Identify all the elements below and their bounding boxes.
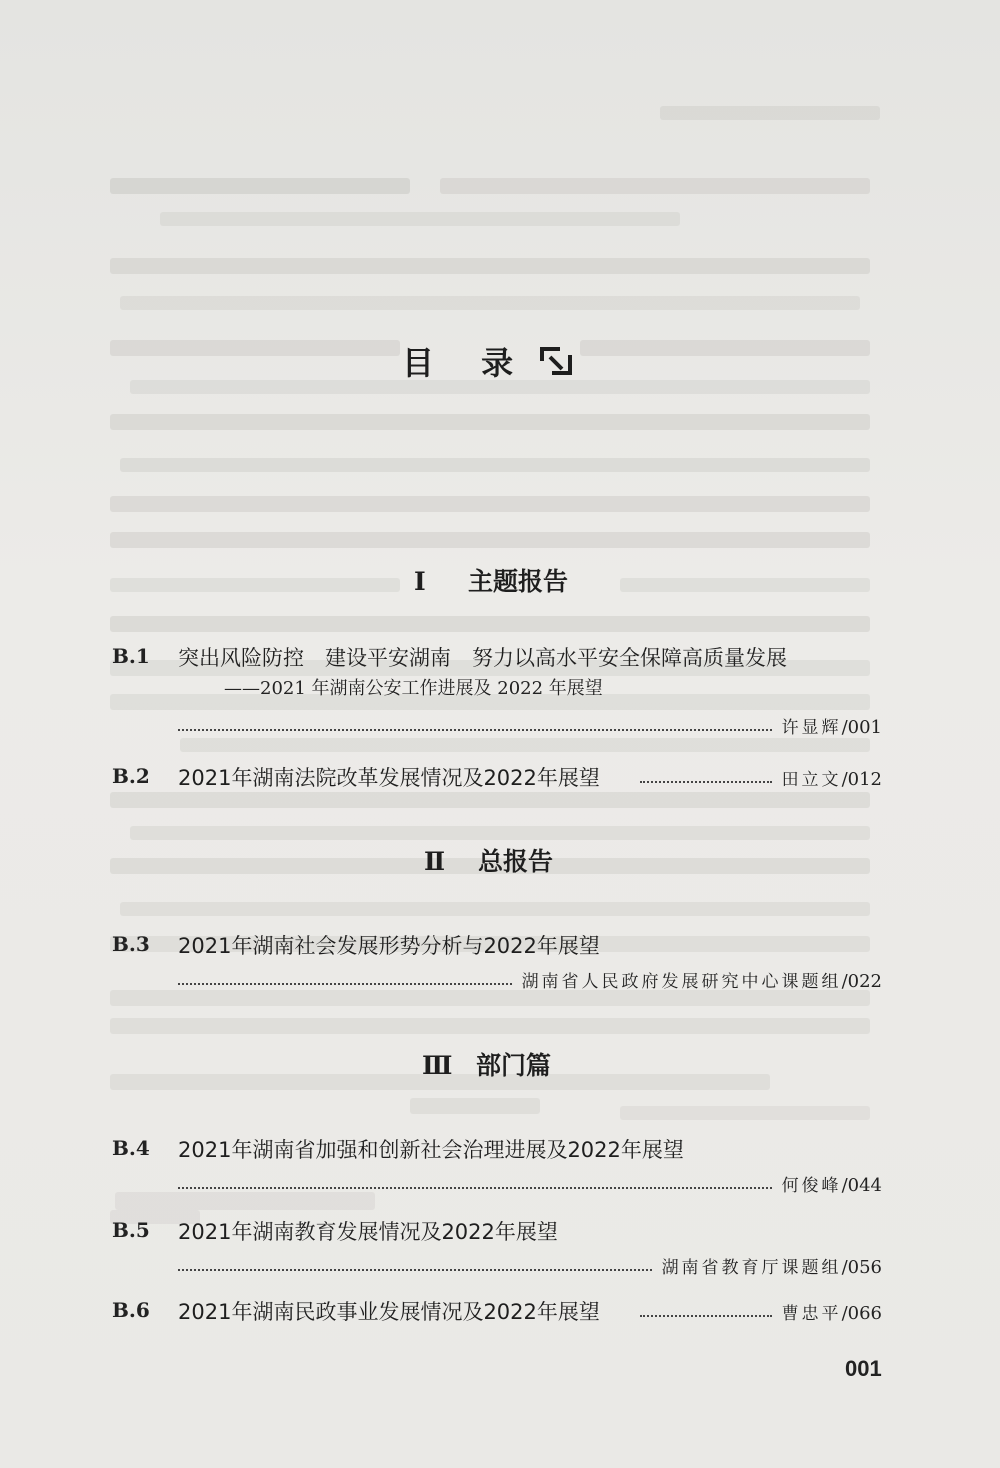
section-heading [414, 562, 568, 598]
section-heading [422, 1046, 551, 1082]
entry-author: 曹忠平 [781, 1304, 842, 1324]
page-number: 001 [845, 1356, 882, 1381]
entry-code: B.3 [112, 932, 150, 956]
section-number: Ⅰ [414, 567, 426, 596]
entry-author: 田立文 [781, 770, 842, 790]
entry-title[interactable]: 2021年湖南省加强和创新社会治理进展及2022年展望 [178, 1138, 684, 1162]
toc-entry[interactable] [112, 1214, 882, 1282]
entry-page: 044 [847, 1175, 882, 1196]
leader-line: 许显辉 / 001 [178, 712, 882, 738]
entry-author: 许显辉 [781, 718, 842, 738]
section-heading [424, 842, 553, 878]
entry-page: 001 [847, 717, 882, 738]
toc-entry[interactable] [112, 928, 882, 996]
entry-title[interactable]: 2021年湖南社会发展形势分析与2022年展望 [178, 934, 600, 958]
leader-line: 何俊峰 / 044 [178, 1170, 882, 1196]
entry-page: 056 [847, 1257, 882, 1278]
leader-dots [640, 781, 772, 783]
section-label: 总报告 [478, 847, 554, 876]
entry-title[interactable]: 2021年湖南民政事业发展情况及2022年展望 [178, 1300, 600, 1324]
leader-dots [640, 1315, 772, 1317]
entry-code: B.1 [112, 644, 150, 668]
leader-dots [178, 1269, 652, 1271]
section-label: 主题报告 [468, 567, 569, 596]
toc-entry[interactable] [112, 640, 882, 742]
entry-code: B.2 [112, 764, 150, 788]
leader-dots [178, 1187, 772, 1189]
entry-page: 066 [847, 1303, 882, 1324]
leader-line: 田立文 / 012 [640, 764, 882, 790]
entry-title[interactable]: 突出风险防控 建设平安湖南 努力以高水平安全保障高质量发展 [178, 646, 787, 670]
entry-subtitle: ——2021 年湖南公安工作进展及 2022 年展望 [224, 678, 603, 699]
section-label: 部门篇 [476, 1051, 552, 1080]
entry-title[interactable]: 2021年湖南教育发展情况及2022年展望 [178, 1220, 558, 1244]
entry-page: 012 [847, 769, 882, 790]
entry-author: 何俊峰 [781, 1176, 842, 1196]
corner-bracket-icon [536, 341, 576, 379]
entry-code: B.6 [112, 1298, 150, 1322]
entry-page: 022 [847, 971, 882, 992]
leader-dots [178, 983, 512, 985]
toc-entry[interactable] [112, 760, 882, 794]
entry-code: B.5 [112, 1218, 150, 1242]
entry-code: B.4 [112, 1136, 150, 1160]
entry-author: 湖南省人民政府发展研究中心课题组 [521, 972, 842, 992]
leader-line: 湖南省教育厅课题组 / 056 [178, 1252, 882, 1278]
toc-entry[interactable] [112, 1294, 882, 1328]
leader-line: 曹忠平 / 066 [640, 1298, 882, 1324]
toc-title: 目 录 [402, 344, 532, 382]
leader-line: 湖南省人民政府发展研究中心课题组 / 022 [178, 966, 882, 992]
entry-author: 湖南省教育厅课题组 [661, 1258, 842, 1278]
toc-entry[interactable] [112, 1132, 882, 1200]
leader-dots [178, 729, 772, 731]
section-number: Ⅱ [424, 847, 446, 876]
entry-title[interactable]: 2021年湖南法院改革发展情况及2022年展望 [178, 766, 600, 790]
section-number: Ⅲ [422, 1051, 453, 1080]
